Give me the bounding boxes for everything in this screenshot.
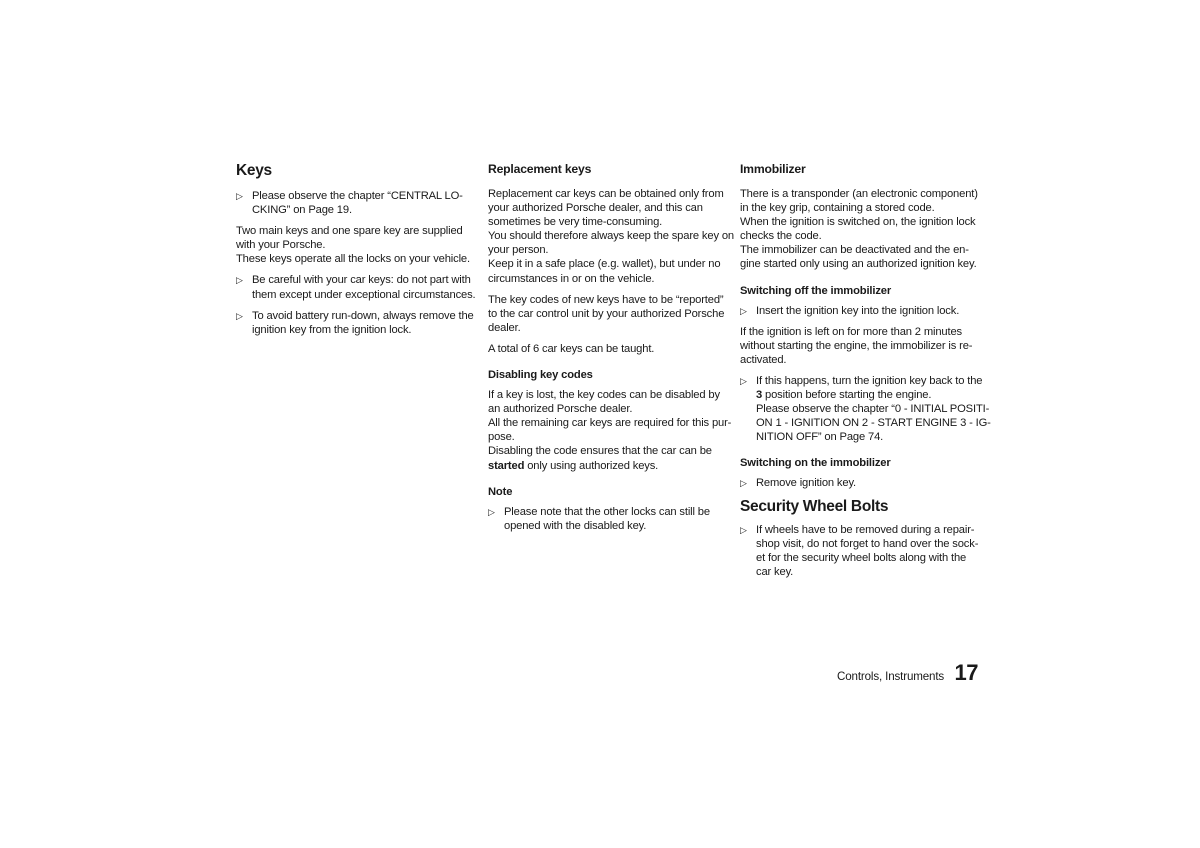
page-footer <box>760 660 978 686</box>
subheading-switching-off-immobilizer: Switching off the immobilizer <box>740 284 892 297</box>
footer-section-label: Controls, Instruments <box>837 670 945 683</box>
subheading-disabling-key-codes: Disabling key codes <box>488 369 593 382</box>
paragraph: The key codes of new keys have to be “reported” to the car control unit by your authorized Porsche dealer. <box>488 293 725 334</box>
list-item: ▷ Please observe the chapter “CENTRAL LO- CKING” on Page 19. <box>236 190 463 217</box>
list-item: ▷ Please note that the other locks can still be opened with the disabled key. <box>488 505 710 532</box>
bold-word: started <box>488 459 525 472</box>
paragraph: Two main keys and one spare key are supplied with your Porsche. These keys operate all the locks on your vehicle. <box>236 225 470 266</box>
paragraph: If a key is lost, the key codes can be disabled by an authorized Porsche dealer. All the remaining car keys are required for this pur- pose. Disabling the code ensures that the car can be started only using authorized keys. <box>488 389 732 472</box>
bullet-triangle-icon: ▷ <box>740 478 747 489</box>
page-number: 17 <box>954 660 978 685</box>
column-keys <box>236 160 476 344</box>
bullet-triangle-icon: ▷ <box>740 305 747 316</box>
heading-replacement-keys: Replacement keys <box>488 162 592 176</box>
bullet-triangle-icon: ▷ <box>740 524 747 535</box>
list-item: ▷ Insert the ignition key into the ignition lock. <box>740 304 960 317</box>
list-item: ▷ To avoid battery run-down, always remove the ignition key from the ignition lock. <box>236 309 474 336</box>
bullet-triangle-icon: ▷ <box>236 191 243 201</box>
paragraph: There is a transponder (an electronic component) in the key grip, containing a stored code. When the ignition is switched on, the ignition lock checks the code. The immobilizer can be deactivated and the en- gine started only using an authorized ignition key. <box>740 188 978 271</box>
bullet-triangle-icon: ▷ <box>488 506 495 517</box>
list-item: ▷ Be careful with your car keys: do not part with them except under exceptional circumstances. <box>236 274 476 301</box>
bullet-triangle-icon: ▷ <box>236 310 243 321</box>
bullet-triangle-icon: ▷ <box>236 275 243 286</box>
heading-security-wheel-bolts: Security Wheel Bolts <box>740 497 889 515</box>
list-item: ▷ If this happens, turn the ignition key back to the 3 position before starting the engine. Please observe the chapter “0 - INITIAL POSITI- ON 1 - IGNITION ON 2 - START ENGINE 3 - IG- NITION OFF” on Page 74. <box>740 374 991 444</box>
paragraph: Replacement car keys can be obtained only from your authorized Porsche dealer, and this can sometimes be very time-consuming. You should therefore always keep the spare key on your person. Keep it in a safe place (e.g. wallet), but under no circumstances in or on the vehicle. <box>488 188 734 285</box>
list-item: ▷ If wheels have to be removed during a repair- shop visit, do not forget to hand over the sock- et for the security wheel bolts along with the car key. <box>740 523 979 578</box>
subheading-note: Note <box>488 485 513 498</box>
bullet-triangle-icon: ▷ <box>740 375 747 386</box>
list-item: ▷ Remove ignition key. <box>740 477 857 490</box>
column-immobilizer <box>740 160 991 586</box>
heading-keys: Keys <box>236 162 272 179</box>
bold-word: 3 <box>756 389 763 402</box>
subheading-switching-on-immobilizer: Switching on the immobilizer <box>740 457 891 470</box>
paragraph: A total of 6 car keys can be taught. <box>488 342 655 355</box>
paragraph: If the ignition is left on for more than 2 minutes without starting the engine, the immobilizer is re- activated. <box>740 325 973 366</box>
heading-immobilizer: Immobilizer <box>740 162 806 176</box>
column-replacement-keys <box>488 160 734 540</box>
